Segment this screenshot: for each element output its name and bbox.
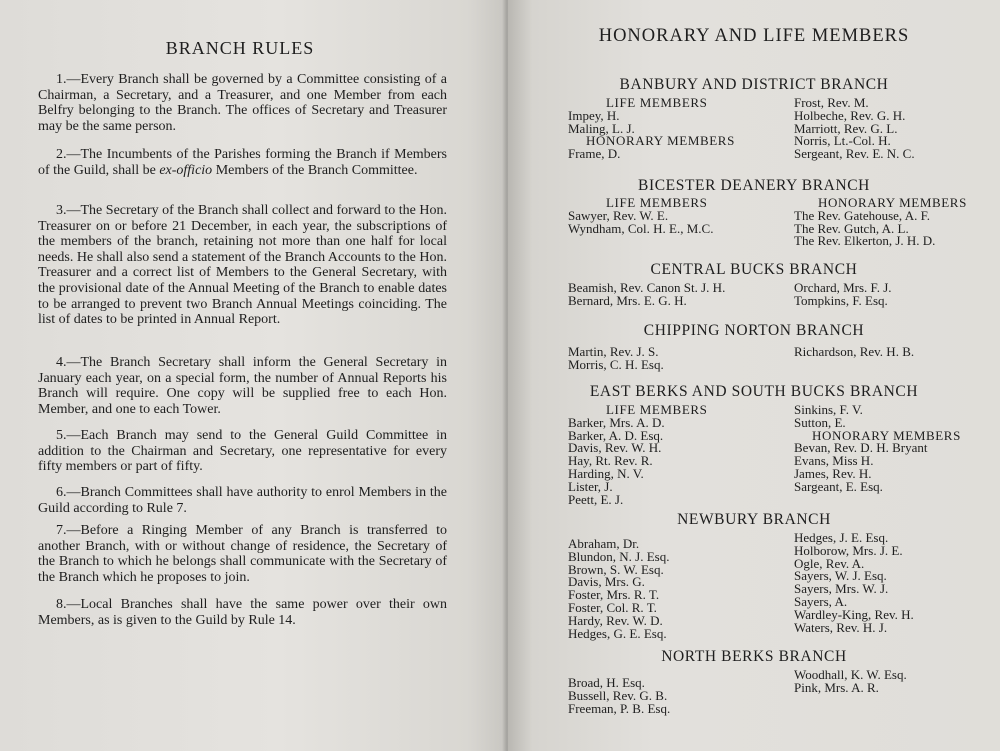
member-name: Orchard, Mrs. F. J.: [794, 280, 892, 295]
bicester-right-column: [794, 197, 967, 248]
chipping-norton-left-column: [568, 346, 664, 372]
chipping-norton-right-column: [794, 346, 914, 359]
central-bucks-right-column: [794, 282, 892, 308]
subheading-life-members: LIFE MEMBERS: [606, 95, 708, 110]
bicester-left-column: [568, 197, 713, 235]
member-name: Davis, Rev. W. H.: [568, 440, 662, 456]
rule-number: 1.: [56, 72, 67, 87]
east-berks-right-column: [794, 404, 961, 494]
east-berks-left-column: [568, 404, 707, 506]
rule-1: [38, 72, 447, 134]
branch-title-north-berks: NORTH BERKS BRANCH: [661, 648, 847, 665]
member-name: Wyndham, Col. H. E., M.C.: [568, 220, 714, 236]
rule-number: 2.: [56, 147, 67, 162]
member-name: The Rev. Gutch, A. L.: [794, 220, 909, 236]
branch-title-chipping-norton: CHIPPING NORTON BRANCH: [643, 322, 865, 339]
subheading-honorary-members: HONORARY MEMBERS: [818, 195, 967, 210]
member-name: Frame, D.: [568, 146, 621, 162]
rule-text: —The Secretary of the Branch shall collect and forward to the Hon. Treasurer on or before 21 December, in each year, the subscriptions of the members of the branch, retaining not more than one half for local needs. He shall also send a statement of the Branch Accounts to the Hon. Treasurer and a correct list of Members to the General Secretary, with the provisional date of the Annual Meeting of the Branch to enable dates to be arranged to prevent two Branch Annual Meetings coinciding. The list of dates to be printed in Annual Report.: [38, 203, 447, 328]
rule-number: 6.: [56, 485, 67, 500]
member-name: Frost, Rev. M.: [794, 95, 869, 110]
member-name: Sutton, E.: [794, 414, 846, 430]
member-name: Sayers, Mrs. W. J.: [794, 581, 889, 597]
rule-text-after: Members of the Branch Committee.: [215, 162, 418, 178]
rule-text: —Branch Committees shall have authority to enrol Members in the Guild according to Rule 7.: [38, 485, 447, 516]
newbury-left-column: [568, 538, 669, 640]
newbury-right-column: [794, 532, 914, 634]
rule-3: [38, 203, 447, 328]
member-name: Brown, S. W. Esq.: [568, 561, 664, 577]
branch-title-banbury: BANBURY AND DISTRICT BRANCH: [619, 76, 889, 93]
rule-number: 7.: [56, 523, 67, 538]
rule-number: 3.: [56, 203, 67, 218]
member-name: Sayers, A.: [794, 593, 848, 609]
member-name: Ogle, Rev. A.: [794, 555, 865, 571]
rule-text: —Before a Ringing Member of any Branch is transferred to another Branch, with or without change of residence, the Secretary of the Branch to which he belongs shall communicate with the Secretary of the Branch which he proposes to join.: [38, 523, 447, 585]
member-name: Harding, N. V.: [568, 465, 644, 481]
member-name: Holbeche, Rev. G. H.: [794, 107, 906, 123]
member-name: Waters, Rev. H. J.: [794, 619, 888, 635]
member-name: Freeman, P. B. Esq.: [568, 700, 671, 716]
right-page: [508, 0, 1000, 751]
member-name: Barker, A. D. Esq.: [568, 427, 664, 443]
member-name: Bernard, Mrs. E. G. H.: [568, 292, 687, 308]
rule-text: —Every Branch shall be governed by a Committee consisting of a Chairman, a Secretary, and a Treasurer, and one Member from each Belfry belonging to the Branch. The offices of Secretary and Treasurer may be the same person.: [38, 72, 447, 134]
north-berks-left-column: [568, 677, 670, 715]
member-name: Foster, Mrs. R. T.: [568, 587, 660, 603]
member-name: Hay, Rt. Rev. R.: [568, 453, 653, 469]
subheading-life-members: LIFE MEMBERS: [606, 195, 708, 210]
member-name: Sawyer, Rev. W. E.: [568, 207, 669, 223]
member-name: Holborow, Mrs. J. E.: [794, 542, 903, 558]
member-name: Richardson, Rev. H. B.: [794, 344, 915, 359]
member-name: Blundon, N. J. Esq.: [568, 548, 670, 564]
member-name: Tompkins, F. Esq.: [794, 292, 888, 308]
member-name: Barker, Mrs. A. D.: [568, 414, 665, 430]
rule-2: [38, 147, 447, 178]
member-name: Abraham, Dr.: [568, 536, 640, 551]
member-name: Pink, Mrs. A. R.: [794, 679, 879, 695]
rule-italic-text: ex-officio: [159, 162, 213, 178]
member-name: Sayers, W. J. Esq.: [794, 568, 887, 584]
banbury-left-column: [568, 97, 735, 161]
member-name: Marriott, Rev. G. L.: [794, 120, 898, 136]
member-name: Bevan, Rev. D. H. Bryant: [794, 440, 928, 456]
rule-5: [38, 428, 447, 475]
member-name: Bussell, Rev. G. B.: [568, 687, 668, 703]
member-name: Sinkins, F. V.: [794, 402, 863, 417]
rule-text: —Local Branches shall have the same power over their own Members, as is given to the Guild by Rule 14.: [38, 597, 447, 628]
rule-4: [38, 355, 447, 417]
member-name: Broad, H. Esq.: [568, 675, 645, 690]
subheading-honorary-members: HONORARY MEMBERS: [812, 427, 961, 443]
member-name: Peett, E. J.: [568, 491, 624, 507]
branch-title-central-bucks: CENTRAL BUCKS BRANCH: [650, 261, 858, 278]
member-name: Wardley-King, Rev. H.: [794, 606, 914, 622]
member-name: Lister, J.: [568, 478, 613, 494]
branch-rules-title: BRANCH RULES: [165, 38, 315, 58]
member-name: James, Rev. H.: [794, 465, 872, 481]
member-name: Norris, Lt.-Col. H.: [794, 133, 891, 149]
member-name: The Rev. Gatehouse, A. F.: [794, 207, 931, 223]
member-name: The Rev. Elkerton, J. H. D.: [794, 233, 936, 249]
rule-7: [38, 523, 447, 585]
branch-title-east-berks-south-bucks: EAST BERKS AND SOUTH BUCKS BRANCH: [589, 383, 919, 400]
member-name: Davis, Mrs. G.: [568, 574, 645, 590]
rule-text: —Each Branch may send to the General Guild Committee in addition to the Chairman and Secretary, one representative for every fifty members or part of fifty.: [38, 428, 447, 475]
member-name: Hardy, Rev. W. D.: [568, 612, 663, 628]
rule-text: —The Branch Secretary shall inform the General Secretary in January each year, on a special form, the number of Annual Reports his Branch will require. One copy will be supplied free to each Hon. Member, and one to each Tower.: [38, 355, 447, 417]
central-bucks-left-column: [568, 282, 725, 308]
branch-title-bicester: BICESTER DEANERY BRANCH: [638, 177, 870, 194]
member-name: Martin, Rev. J. S.: [568, 344, 659, 359]
branch-title-newbury: NEWBURY BRANCH: [677, 511, 831, 528]
member-name: Morris, C. H. Esq.: [568, 356, 664, 372]
subheading-life-members: LIFE MEMBERS: [606, 402, 708, 417]
banbury-right-column: [794, 97, 915, 161]
member-name: Woodhall, K. W. Esq.: [794, 667, 907, 682]
member-name: Sargeant, E. Esq.: [794, 478, 883, 494]
member-name: Sergeant, Rev. E. N. C.: [794, 146, 915, 162]
member-name: Maling, L. J.: [568, 120, 635, 136]
member-name: Impey, H.: [568, 107, 620, 123]
north-berks-right-column: [794, 669, 907, 695]
rule-text: —The Incumbents of the Parishes forming the Branch if Members of the Guild, shall be: [38, 147, 447, 178]
rule-number: 8.: [56, 597, 67, 612]
member-name: Hedges, G. E. Esq.: [568, 625, 667, 641]
member-name: Foster, Col. R. T.: [568, 599, 657, 615]
rule-number: 4.: [56, 355, 67, 370]
rule-8: [38, 597, 447, 628]
member-name: Beamish, Rev. Canon St. J. H.: [568, 280, 726, 295]
rule-6: [38, 485, 447, 516]
subheading-honorary-members: HONORARY MEMBERS: [586, 133, 735, 149]
member-name: Evans, Miss H.: [794, 453, 874, 469]
rule-number: 5.: [56, 428, 67, 443]
member-name: Hedges, J. E. Esq.: [794, 530, 889, 545]
honorary-life-members-title: HONORARY AND LIFE MEMBERS: [598, 26, 910, 46]
